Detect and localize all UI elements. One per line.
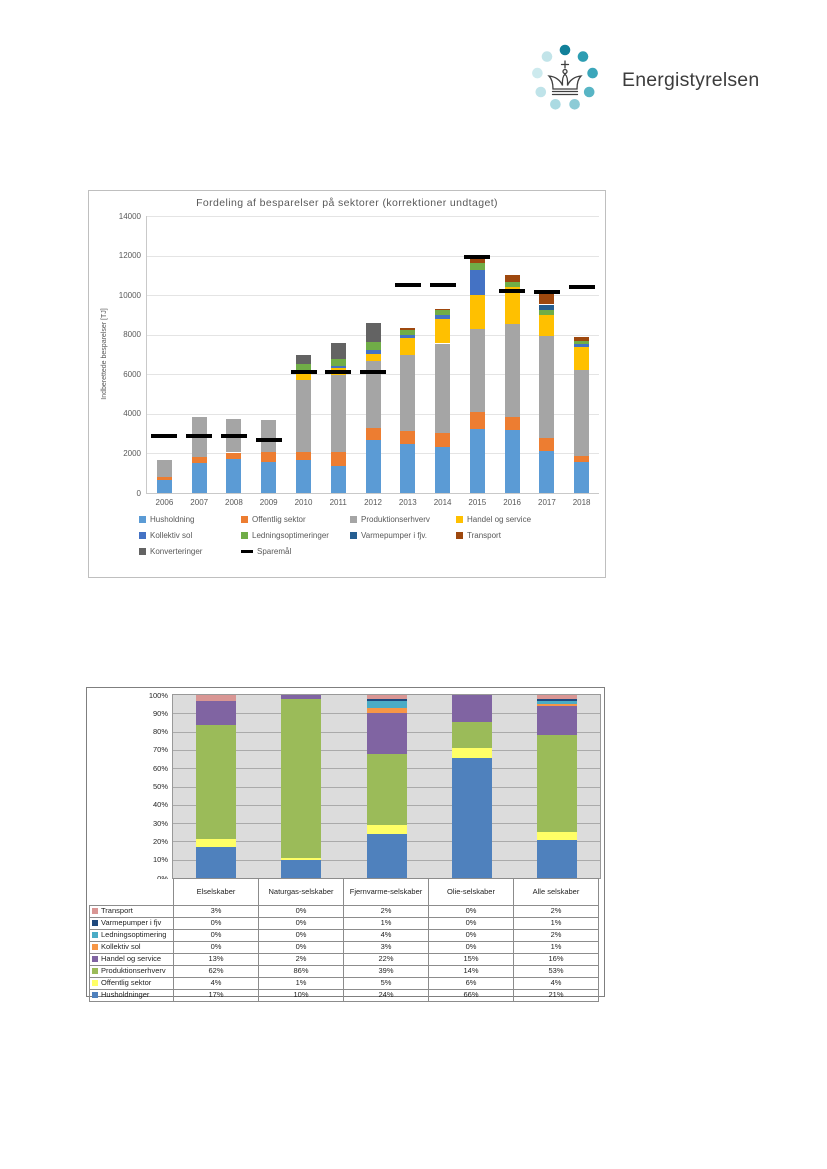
- legend-label: Handel og service: [467, 515, 532, 524]
- target-dash-marker: [464, 255, 490, 259]
- table-cell: 1%: [514, 942, 599, 954]
- logo-dot: [587, 68, 598, 79]
- chart2-plot-area: [148, 690, 601, 879]
- bar-segment: [296, 380, 311, 451]
- bar-segment: [574, 456, 589, 463]
- bar-segment: [367, 695, 407, 699]
- savings-by-sector-chart: [88, 190, 606, 578]
- table-row: [90, 930, 599, 942]
- logo-text: Energistyrelsen: [622, 69, 760, 91]
- legend-label: Husholdning: [150, 515, 195, 524]
- table-header-row: [90, 879, 599, 906]
- bar-segment: [435, 344, 450, 433]
- legend-square-marker: [92, 992, 98, 998]
- legend-square-marker: [139, 532, 146, 539]
- bar-segment: [367, 708, 407, 714]
- bar-segment: [400, 444, 415, 494]
- table-cell: 6%: [429, 978, 514, 990]
- bar-segment: [400, 355, 415, 430]
- bar-segment: [470, 263, 485, 270]
- table-cell: 5%: [344, 978, 429, 990]
- row-label-text: Transport: [101, 906, 133, 916]
- bar-segment: [281, 695, 321, 699]
- table-cell: 21%: [514, 990, 599, 1002]
- bar-segment: [452, 695, 492, 722]
- table-cell: 0%: [259, 906, 344, 918]
- x-tick-label: 2007: [190, 498, 209, 507]
- legend-square-marker: [456, 532, 463, 539]
- bar-segment: [366, 440, 381, 493]
- bar-segment: [157, 460, 172, 478]
- y-tick-label: 40%: [152, 800, 168, 810]
- legend-square-marker: [241, 532, 248, 539]
- x-tick-label: 2016: [503, 498, 521, 507]
- table-row-label: [90, 930, 174, 942]
- bar-segment: [157, 477, 172, 480]
- y-tick-label: 14000: [118, 211, 141, 221]
- legend-label: Produktionserhverv: [361, 515, 430, 524]
- bar-segment: [261, 452, 276, 462]
- legend-square-marker: [456, 516, 463, 523]
- table-header-cell: Naturgas-selskaber: [259, 879, 344, 906]
- x-tick-label: 2010: [294, 498, 313, 507]
- y-tick-label: 10%: [152, 855, 168, 865]
- bar-segment: [574, 462, 589, 493]
- legend-item: [456, 531, 501, 540]
- legend-label: Konverteringer: [150, 547, 203, 556]
- table-cell: 10%: [259, 990, 344, 1002]
- legend-square-marker: [92, 944, 98, 950]
- y-tick-label: 20%: [152, 836, 168, 846]
- bar-segment: [196, 701, 236, 725]
- bar-segment: [296, 355, 311, 364]
- target-dash-marker: [186, 434, 212, 438]
- bar-segment: [331, 343, 346, 359]
- target-dash-marker: [395, 283, 421, 287]
- legend-item: [456, 515, 531, 524]
- table-cell: 4%: [514, 978, 599, 990]
- bar-segment: [435, 319, 450, 343]
- row-label-text: Produktionserhverv: [101, 966, 166, 976]
- gridline: [147, 256, 599, 257]
- y-tick-label: 12000: [118, 251, 141, 261]
- table-cell: 3%: [174, 906, 259, 918]
- bar-segment: [196, 725, 236, 840]
- chart1-title: Fordeling af besparelser på sektorer (korrektioner undtaget): [196, 197, 498, 209]
- y-tick-label: 30%: [152, 818, 168, 828]
- table-header-cell: Elselskaber: [174, 879, 259, 906]
- bar-segment: [470, 259, 485, 264]
- y-tick-label: 80%: [152, 727, 168, 737]
- table-corner-cell: [90, 879, 174, 906]
- bar-segment: [367, 701, 407, 708]
- y-tick-label: 10000: [118, 290, 141, 300]
- table-cell: 0%: [259, 918, 344, 930]
- bar-segment: [261, 420, 276, 452]
- x-tick-label: 2017: [538, 498, 556, 507]
- legend-item: [139, 515, 194, 524]
- bar-segment: [574, 370, 589, 456]
- bar-segment: [452, 758, 492, 878]
- legend-square-marker: [92, 920, 98, 926]
- legend-label: Kollektiv sol: [150, 531, 193, 540]
- bar-segment: [196, 839, 236, 846]
- table-row-label: [90, 906, 174, 918]
- bar-segment: [400, 330, 415, 335]
- legend-item: [139, 531, 192, 540]
- legend-label: Ledningsoptimeringer: [252, 531, 329, 540]
- x-tick-label: 2011: [329, 498, 347, 507]
- legend-square-marker: [139, 548, 146, 555]
- bar-segment: [505, 282, 520, 287]
- sector-share-by-company-type-chart: [86, 687, 605, 1000]
- table-row: [90, 918, 599, 930]
- table-cell: 0%: [174, 918, 259, 930]
- bar-segment: [331, 452, 346, 466]
- bar-segment: [539, 305, 554, 311]
- bar-segment: [192, 457, 207, 463]
- legend-label: Transport: [467, 531, 501, 540]
- bar-segment: [261, 462, 276, 493]
- x-tick-label: 2008: [225, 498, 243, 507]
- y-tick-label: 0: [136, 488, 141, 498]
- logo-dot: [532, 68, 543, 79]
- table-cell: 53%: [514, 966, 599, 978]
- table-row: [90, 942, 599, 954]
- table-header-cell: Fjernvarme-selskaber: [344, 879, 429, 906]
- logo-dot: [578, 51, 589, 62]
- table-row: [90, 954, 599, 966]
- table-row-label: [90, 942, 174, 954]
- row-label-text: Offentlig sektor: [101, 978, 152, 988]
- bar-segment: [537, 735, 577, 832]
- table-cell: 22%: [344, 954, 429, 966]
- bar-segment: [400, 430, 415, 443]
- table-header-cell: Alle selskaber: [514, 879, 599, 906]
- chart1-y-axis-title: Indberettede besparelser [TJ]: [101, 308, 108, 400]
- logo-dot: [550, 99, 561, 110]
- target-dash-marker: [256, 438, 282, 442]
- bar-segment: [367, 699, 407, 701]
- bar-segment: [196, 847, 236, 878]
- legend-square-marker: [241, 516, 248, 523]
- bar-segment: [574, 337, 589, 340]
- row-label-text: Handel og service: [101, 954, 162, 964]
- bar-segment: [574, 344, 589, 346]
- gridline: [147, 216, 599, 217]
- bar-segment: [226, 453, 241, 459]
- legend-square-marker: [92, 932, 98, 938]
- bar-segment: [505, 430, 520, 493]
- legend-item: [139, 547, 202, 556]
- table-row: [90, 906, 599, 918]
- y-tick-label: 60%: [152, 763, 168, 773]
- y-tick-label: 70%: [152, 745, 168, 755]
- legend-square-marker: [92, 908, 98, 914]
- table-row-label: [90, 990, 174, 1002]
- y-tick-label: 4000: [123, 409, 141, 419]
- table-cell: 1%: [259, 978, 344, 990]
- x-tick-label: 2014: [433, 498, 452, 507]
- bar-segment: [226, 459, 241, 493]
- bar-segment: [435, 447, 450, 493]
- y-tick-label: 8000: [123, 330, 141, 340]
- bar-segment: [505, 324, 520, 417]
- table-cell: 4%: [344, 930, 429, 942]
- table-row: [90, 966, 599, 978]
- bar-segment: [435, 315, 450, 320]
- bar-segment: [281, 860, 321, 879]
- energistyrelsen-logo-mark: [520, 36, 610, 126]
- bar-segment: [537, 840, 577, 878]
- bar-segment: [366, 350, 381, 353]
- logo-dot: [584, 87, 595, 98]
- crown-icon: [549, 61, 581, 95]
- row-label-text: Kollektiv sol: [101, 942, 141, 952]
- bar-segment: [157, 480, 172, 493]
- bar-segment: [470, 270, 485, 295]
- bar-segment: [331, 359, 346, 366]
- bar-segment: [331, 375, 346, 452]
- crown-dots-icon: [520, 36, 610, 126]
- table-cell: 62%: [174, 966, 259, 978]
- table-cell: 0%: [429, 930, 514, 942]
- y-tick-label: 90%: [152, 708, 168, 718]
- bar-segment: [470, 412, 485, 429]
- bar-segment: [435, 309, 450, 310]
- bar-segment: [331, 466, 346, 493]
- table-cell: 0%: [174, 942, 259, 954]
- y-tick-label: 6000: [123, 369, 141, 379]
- table-cell: 0%: [259, 942, 344, 954]
- y-tick-label: 100%: [148, 690, 168, 700]
- legend-square-marker: [350, 532, 357, 539]
- table-cell: 0%: [429, 906, 514, 918]
- bar-segment: [281, 699, 321, 858]
- table-row-label: [90, 918, 174, 930]
- legend-square-marker: [92, 956, 98, 962]
- bar-segment: [435, 433, 450, 447]
- table-cell: 0%: [174, 930, 259, 942]
- bar-segment: [192, 463, 207, 493]
- legend-label: Offentlig sektor: [252, 515, 306, 524]
- bar-segment: [539, 293, 554, 304]
- y-tick-label: 50%: [152, 782, 168, 791]
- bar-segment: [574, 347, 589, 370]
- bar-segment: [539, 310, 554, 315]
- logo-dot: [542, 51, 553, 62]
- target-dash-marker: [569, 285, 595, 289]
- table-cell: 13%: [174, 954, 259, 966]
- bar-segment: [367, 834, 407, 878]
- legend-label: Varmepumper i fjv.: [361, 531, 427, 540]
- bar-segment: [574, 341, 589, 344]
- table-cell: 24%: [344, 990, 429, 1002]
- bar-segment: [196, 695, 236, 701]
- table-cell: 0%: [259, 930, 344, 942]
- x-tick-label: 2006: [155, 498, 174, 507]
- bar-segment: [367, 713, 407, 753]
- bar-segment: [400, 338, 415, 355]
- table-cell: 0%: [429, 918, 514, 930]
- table-cell: 2%: [514, 906, 599, 918]
- table-cell: 0%: [429, 942, 514, 954]
- bar-segment: [539, 336, 554, 439]
- legend-square-marker: [139, 516, 146, 523]
- target-dash-marker: [151, 434, 177, 438]
- bar-segment: [452, 748, 492, 759]
- table-cell: 2%: [514, 930, 599, 942]
- target-dash-marker: [430, 283, 456, 287]
- target-dash-marker: [499, 289, 525, 293]
- target-dash-marker: [221, 434, 247, 438]
- row-label-text: Husholdninger: [101, 990, 150, 1000]
- table-header-cell: Olie-selskaber: [429, 879, 514, 906]
- bar-segment: [505, 275, 520, 282]
- table-cell: 1%: [514, 918, 599, 930]
- bar-segment: [296, 460, 311, 493]
- legend-dash-marker: [241, 550, 253, 553]
- bar-segment: [539, 438, 554, 451]
- bar-segment: [331, 366, 346, 368]
- bar-segment: [537, 706, 577, 735]
- legend-item: [350, 515, 430, 524]
- logo-dot: [560, 45, 571, 56]
- bar-segment: [539, 451, 554, 493]
- x-tick-label: 2012: [364, 498, 382, 507]
- bar-segment: [470, 429, 485, 493]
- table-cell: 2%: [344, 906, 429, 918]
- bar-segment: [452, 722, 492, 747]
- bar-segment: [366, 342, 381, 351]
- bar-segment: [367, 754, 407, 825]
- table-cell: 2%: [259, 954, 344, 966]
- bar-segment: [539, 315, 554, 336]
- x-tick-label: 2013: [398, 498, 417, 507]
- table-cell: 4%: [174, 978, 259, 990]
- bar-segment: [366, 354, 381, 361]
- gridline: [147, 295, 599, 296]
- bar-segment: [367, 825, 407, 834]
- chart1-legend: [89, 515, 605, 567]
- row-label-text: Ledningsoptimering: [101, 930, 167, 940]
- legend-square-marker: [92, 968, 98, 974]
- bar-segment: [366, 428, 381, 439]
- target-dash-marker: [360, 370, 386, 374]
- table-cell: 86%: [259, 966, 344, 978]
- bar-segment: [296, 452, 311, 460]
- chart1-plot-area: [118, 211, 599, 507]
- bar-segment: [366, 323, 381, 342]
- x-tick-label: 2018: [572, 498, 591, 507]
- legend-label: Sparemål: [257, 547, 292, 556]
- table-cell: 15%: [429, 954, 514, 966]
- bar-segment: [537, 704, 577, 706]
- x-tick-label: 2009: [259, 498, 278, 507]
- logo-dot-ring: [532, 45, 598, 110]
- table-row-label: [90, 966, 174, 978]
- bar-segment: [281, 858, 321, 860]
- bar-segment: [537, 701, 577, 705]
- legend-item: [241, 531, 329, 540]
- logo-dot: [536, 87, 547, 98]
- bar-segment: [505, 417, 520, 431]
- bar-segment: [400, 335, 415, 338]
- table-cell: 3%: [344, 942, 429, 954]
- table-cell: 1%: [344, 918, 429, 930]
- legend-item: [350, 531, 427, 540]
- table-cell: 14%: [429, 966, 514, 978]
- table-cell: 17%: [174, 990, 259, 1002]
- bar-segment: [470, 329, 485, 413]
- y-tick-label: 2000: [123, 448, 141, 458]
- bar-segment: [537, 695, 577, 699]
- legend-square-marker: [92, 980, 98, 986]
- legend-item: [241, 515, 306, 524]
- bar-segment: [435, 310, 450, 315]
- target-dash-marker: [291, 370, 317, 374]
- legend-item: [241, 547, 291, 556]
- bar-segment: [537, 699, 577, 701]
- chart2-data-table: [89, 878, 599, 1002]
- table-cell: 39%: [344, 966, 429, 978]
- target-dash-marker: [325, 370, 351, 374]
- logo-dot: [569, 99, 580, 110]
- table-row-label: [90, 978, 174, 990]
- x-tick-label: 2015: [468, 498, 487, 507]
- legend-square-marker: [350, 516, 357, 523]
- bar-segment: [470, 295, 485, 328]
- table-row-label: [90, 954, 174, 966]
- bar-segment: [537, 832, 577, 839]
- table-row: [90, 990, 599, 1002]
- row-label-text: Varmepumper i fjv: [101, 918, 162, 928]
- table-cell: 16%: [514, 954, 599, 966]
- table-cell: 66%: [429, 990, 514, 1002]
- table-row: [90, 978, 599, 990]
- bar-segment: [400, 328, 415, 330]
- target-dash-marker: [534, 290, 560, 294]
